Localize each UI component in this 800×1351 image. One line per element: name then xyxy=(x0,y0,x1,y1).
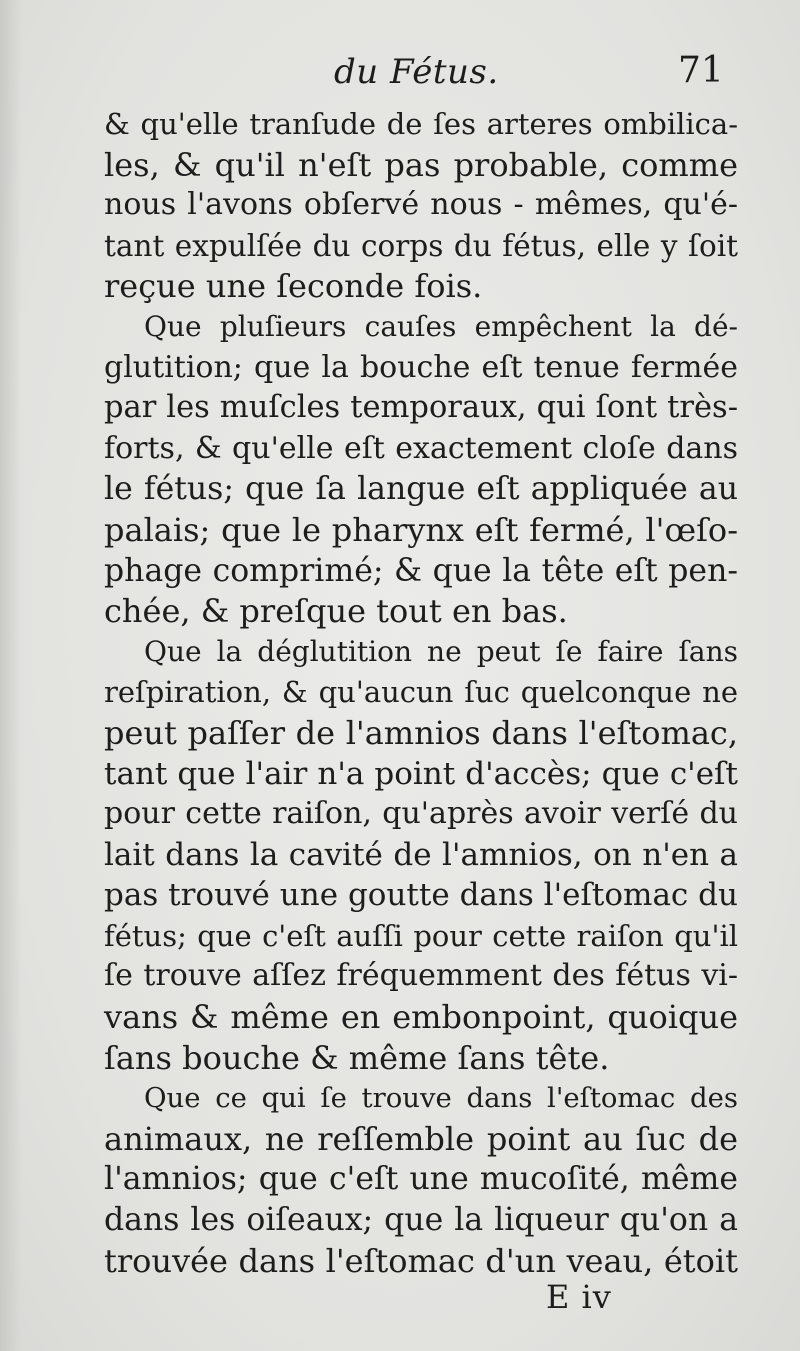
text-line: trouvée dans l'eſtomac d'un veau, étoit xyxy=(104,1241,738,1280)
page-number: 71 xyxy=(678,50,724,91)
body-text xyxy=(104,104,738,1281)
text-line: fétus; que c'eſt auſſi pour cette raiſon qu'il xyxy=(104,918,738,953)
text-line: peut paſſer de l'amnios dans l'eſtomac, xyxy=(104,713,738,752)
text-line: le fétus; que ſa langue eſt appliquée au xyxy=(104,471,738,508)
text-line: reſpiration, & qu'aucun ſuc quelconque ne xyxy=(104,675,738,710)
text-line: reçue une ſeconde fois. xyxy=(104,267,483,306)
signature-mark: E iv xyxy=(546,1278,612,1316)
text-line: & qu'elle tranſude de ſes arteres ombilica- xyxy=(104,107,738,141)
text-line: tant que l'air n'a point d'accès; que c'eſt xyxy=(104,755,738,792)
text-line: dans les oiſeaux; que la liqueur qu'on a xyxy=(104,1202,738,1239)
text-line: pas trouvé une goutte dans l'eſtomac du xyxy=(104,877,738,914)
text-line: ſe trouve aſſez fréquemment des fétus vi- xyxy=(104,958,738,994)
text-line: Que la déglutition ne peut ſe faire ſans xyxy=(144,634,738,668)
text-line: Que pluſieurs cauſes empêchent la dé- xyxy=(144,309,738,343)
text-line: nous l'avons obſervé nous - mêmes, qu'é- xyxy=(104,187,738,223)
text-line: forts, & qu'elle eſt exactement cloſe dans xyxy=(104,430,738,466)
text-line: phage comprimé; & que la tête eſt pen- xyxy=(104,552,738,589)
text-line: Que ce qui ſe trouve dans l'eſtomac des xyxy=(144,1082,738,1115)
text-line: par les muſcles temporaux, qui ſont très- xyxy=(104,390,738,426)
text-line: vans & même en embonpoint, quoique xyxy=(104,998,738,1037)
page-header xyxy=(0,46,800,106)
text-line: l'amnios; que c'eſt une mucoſité, même xyxy=(104,1161,738,1198)
text-line: tant expulſée du corps du fétus, elle y ſoit xyxy=(104,228,738,263)
text-line: pour cette raiſon, qu'après avoir verſé du xyxy=(104,796,738,832)
text-line: ſans bouche & même ſans tête. xyxy=(104,1038,610,1077)
text-line: les, & qu'il n'eſt pas probable, comme xyxy=(104,145,738,184)
text-line: glutition; que la bouche eſt tenue fermée xyxy=(104,349,738,385)
text-line: animaux, ne reſſemble point au ſuc de xyxy=(104,1119,738,1158)
page-edge-shadow xyxy=(0,0,22,1351)
running-title: du Fétus. xyxy=(334,52,499,92)
text-line: chée, & preſque tout en bas. xyxy=(104,592,568,631)
text-line: lait dans la cavité de l'amnios, on n'en a xyxy=(104,836,738,873)
text-line: palais; que le pharynx eſt fermé, l'œſo- xyxy=(104,510,738,549)
